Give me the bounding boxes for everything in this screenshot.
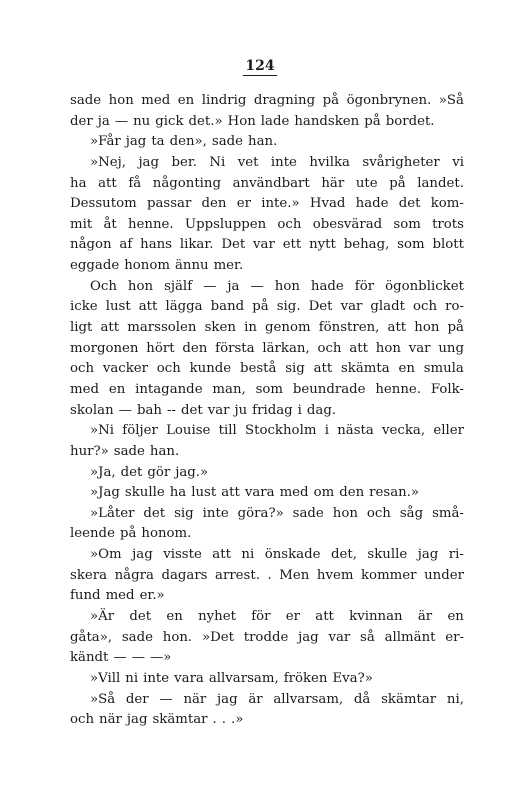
text-line: Dessutom passar den er inte.» Hvad hade det kom- [70, 196, 464, 212]
text-line: ligt att marssolen sken in genom fönstren, att hon på [70, 320, 464, 336]
text-line: skolan — bah -- det var ju fridag i dag. [70, 402, 337, 418]
text-line: sade hon med en lindrig dragning på ögonbrynen. »Så [70, 93, 464, 108]
text-line: hur?» sade han. [70, 443, 180, 459]
text-line: Och hon själf — ja — hon hade för ögonblicket [90, 278, 464, 294]
text-line: fund med er.» [70, 588, 165, 604]
text-line: kändt — — —» [70, 650, 172, 666]
text-line: icke lust att lägga band på sig. Det var gladt och ro- [70, 299, 464, 315]
body-text [70, 91, 464, 731]
text-line: »Är det en nyhet för er att kvinnan är en [90, 609, 464, 625]
text-line: skera några dagars arrest. . Men hvem kommer under [70, 567, 464, 583]
page-number-text: 124 [245, 58, 275, 74]
text-line: leende på honom. [70, 526, 192, 542]
text-line: någon af hans likar. Det var ett nytt behag, som blott [70, 237, 464, 253]
text-line: med en intagande man, som beundrade henne. Folk- [70, 381, 464, 397]
text-line: gåta», sade hon. »Det trodde jag var så allmänt er- [70, 629, 464, 645]
text-line: och när jag skämtar . . .» [70, 712, 244, 728]
text-line: »Får jag ta den», sade han. [90, 134, 278, 150]
text-line: »Nej, jag ber. Ni vet inte hvilka svårigheter vi [90, 154, 464, 170]
text-line: »Jag skulle ha lust att vara med om den resan.» [90, 485, 420, 501]
page-number [0, 58, 520, 76]
text-line: ha att få någonting användbart här ute på landet. [70, 175, 464, 191]
text-line: »Om jag visste att ni önskade det, skulle jag ri- [90, 547, 464, 563]
text-line: der ja — nu gick det.» Hon lade handsken på bordet. [70, 113, 435, 129]
text-line: mit åt henne. Uppsluppen och obesvärad som trots [70, 216, 464, 232]
text-line: »Ni följer Louise till Stockholm i nästa vecka, eller [90, 423, 464, 439]
text-line: och vacker och kunde bestå sig att skämta en smula [70, 361, 464, 377]
text-line: morgonen hört den första lärkan, och att hon var ung [70, 340, 464, 356]
text-line: »Ja, det gör jag.» [90, 464, 209, 480]
text-line: eggade honom ännu mer. [70, 258, 244, 274]
text-line: »Låter det sig inte göra?» sade hon och såg små- [90, 505, 464, 521]
text-line: »Vill ni inte vara allvarsam, fröken Eva?» [90, 670, 373, 686]
text-line: »Så der — när jag är allvarsam, då skämtar ni, [90, 691, 464, 707]
